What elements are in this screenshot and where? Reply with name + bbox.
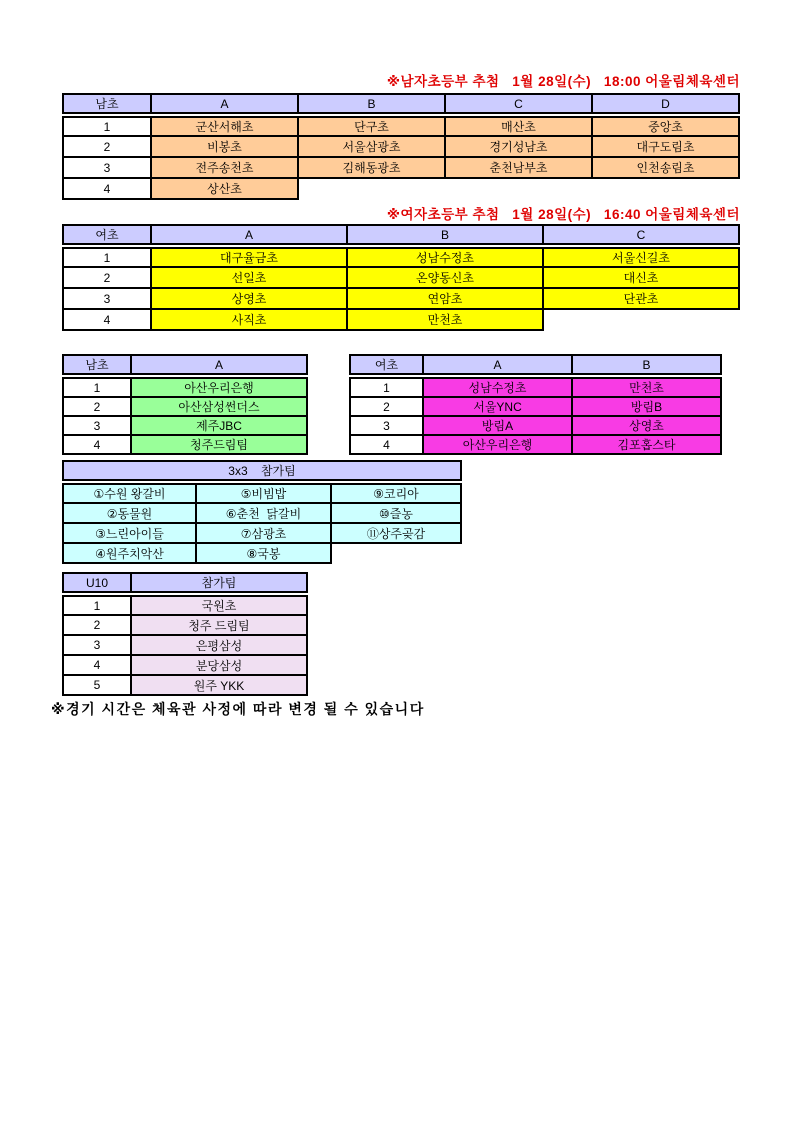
team-cell: 김포홉스타 [572, 435, 721, 454]
row-number-cell: 5 [63, 675, 131, 695]
row-number-cell: 1 [63, 115, 151, 136]
team-cell: 아산삼성썬더스 [131, 397, 307, 416]
group-column-header: C [445, 94, 592, 115]
team-cell: 국원초 [131, 594, 307, 615]
team-cell: ⑤비빔밥 [196, 482, 331, 503]
girls-draw-heading: ※여자초등부 추첨 1월 28일(수) 16:40 어울림체육센터 [386, 207, 740, 222]
row-number-cell: 1 [350, 376, 423, 397]
team-cell: ⑦삼광초 [196, 523, 331, 543]
team-cell: 아산우리은행 [423, 435, 572, 454]
row-number-cell: 3 [63, 288, 151, 309]
team-cell: 만천초 [572, 376, 721, 397]
team-cell: 김해동광초 [298, 157, 445, 178]
team-cell: ②동물원 [63, 503, 196, 523]
row-number-cell: 4 [63, 435, 131, 454]
group-column-header: 참가팀 [131, 573, 307, 594]
girls-club-group-table [349, 354, 722, 455]
row-number-cell: 2 [63, 267, 151, 288]
table-row [63, 615, 307, 635]
team-cell: 상영초 [572, 416, 721, 435]
u10-participants-table [62, 572, 308, 696]
team-cell: ④원주치악산 [63, 543, 196, 563]
table-row [350, 397, 721, 416]
3x3-participants-table [62, 460, 462, 564]
row-number-cell: 2 [63, 615, 131, 635]
team-cell: 대구율금초 [151, 246, 347, 267]
team-cell: 춘천남부초 [445, 157, 592, 178]
team-cell: 청주드림팀 [131, 435, 307, 454]
team-cell: 사직초 [151, 309, 347, 330]
table-row [350, 416, 721, 435]
division-corner-header: 남초 [63, 355, 131, 376]
team-cell: 단관초 [543, 288, 739, 309]
team-cell: 아산우리은행 [131, 376, 307, 397]
team-cell: 대신초 [543, 267, 739, 288]
row-number-cell: 1 [63, 594, 131, 615]
team-cell: 온양동신초 [347, 267, 543, 288]
boys-club-group-table [62, 354, 308, 455]
row-number-cell: 4 [63, 309, 151, 330]
team-cell: 서울신길초 [543, 246, 739, 267]
division-corner-header: U10 [63, 573, 131, 594]
group-column-header: A [131, 355, 307, 376]
table-row [63, 157, 739, 178]
group-column-header: B [572, 355, 721, 376]
table-row [63, 523, 461, 543]
team-cell: ⑩즐농 [331, 503, 461, 523]
table-row [63, 309, 739, 330]
row-number-cell: 2 [63, 136, 151, 157]
team-cell: 상영초 [151, 288, 347, 309]
row-number-cell: 3 [63, 157, 151, 178]
team-cell: 성남수정초 [423, 376, 572, 397]
team-cell: 군산서해초 [151, 115, 298, 136]
team-cell: 은평삼성 [131, 635, 307, 655]
row-number-cell: 1 [63, 376, 131, 397]
table-row [63, 115, 739, 136]
row-number-cell: 4 [63, 178, 151, 199]
team-cell: ⑪상주곶감 [331, 523, 461, 543]
team-cell: ①수원 왕갈비 [63, 482, 196, 503]
table-row [350, 376, 721, 397]
table-row [63, 416, 307, 435]
table-row [63, 675, 307, 695]
division-corner-header: 남초 [63, 94, 151, 115]
team-cell: 분당삼성 [131, 655, 307, 675]
team-cell: 방림A [423, 416, 572, 435]
table-row [63, 136, 739, 157]
team-cell: 경기성남초 [445, 136, 592, 157]
table-row [63, 655, 307, 675]
group-column-header: C [543, 225, 739, 246]
boys-elementary-groups-table [62, 93, 740, 200]
row-number-cell: 4 [63, 655, 131, 675]
team-cell: 선일초 [151, 267, 347, 288]
row-number-cell: 3 [63, 416, 131, 435]
team-cell: ⑥춘천 닭갈비 [196, 503, 331, 523]
girls-elementary-groups-table [62, 224, 740, 331]
table-row [63, 246, 739, 267]
team-cell: 원주 YKK [131, 675, 307, 695]
team-cell: 방림B [572, 397, 721, 416]
row-number-cell: 1 [63, 246, 151, 267]
team-cell: 연암초 [347, 288, 543, 309]
team-cell: 대구도림초 [592, 136, 739, 157]
schedule-change-note: ※경기 시간은 체육관 사정에 따라 변경 될 수 있습니다 [51, 701, 425, 717]
3x3-title-header: 3x3 참가팀 [63, 461, 461, 482]
division-corner-header: 여초 [350, 355, 423, 376]
group-column-header: B [298, 94, 445, 115]
team-cell: 인천송림초 [592, 157, 739, 178]
table-row [63, 482, 461, 503]
team-cell: 제주JBC [131, 416, 307, 435]
table-row [63, 178, 739, 199]
team-cell: 중앙초 [592, 115, 739, 136]
row-number-cell: 3 [350, 416, 423, 435]
team-cell: 청주 드림팀 [131, 615, 307, 635]
team-cell: ③느린아이들 [63, 523, 196, 543]
row-number-cell: 3 [63, 635, 131, 655]
team-cell: ⑨코리아 [331, 482, 461, 503]
row-number-cell: 4 [350, 435, 423, 454]
table-row [350, 435, 721, 454]
row-number-cell: 2 [350, 397, 423, 416]
table-row [63, 435, 307, 454]
division-corner-header: 여초 [63, 225, 151, 246]
table-row [63, 635, 307, 655]
boys-draw-heading: ※남자초등부 추첨 1월 28일(수) 18:00 어울림체육센터 [386, 74, 740, 89]
team-cell: 만천초 [347, 309, 543, 330]
team-cell: 성남수정초 [347, 246, 543, 267]
table-row [63, 376, 307, 397]
team-cell: ⑧국봉 [196, 543, 331, 563]
team-cell: 비봉초 [151, 136, 298, 157]
group-column-header: A [423, 355, 572, 376]
table-row [63, 594, 307, 615]
team-cell: 서울삼광초 [298, 136, 445, 157]
group-column-header: D [592, 94, 739, 115]
team-cell: 서울YNC [423, 397, 572, 416]
group-column-header: A [151, 225, 347, 246]
table-row [63, 267, 739, 288]
table-row [63, 543, 461, 563]
row-number-cell: 2 [63, 397, 131, 416]
table-row [63, 503, 461, 523]
table-row [63, 397, 307, 416]
group-column-header: A [151, 94, 298, 115]
team-cell: 상산초 [151, 178, 298, 199]
table-row [63, 288, 739, 309]
team-cell: 매산초 [445, 115, 592, 136]
team-cell: 전주송천초 [151, 157, 298, 178]
group-column-header: B [347, 225, 543, 246]
team-cell: 단구초 [298, 115, 445, 136]
